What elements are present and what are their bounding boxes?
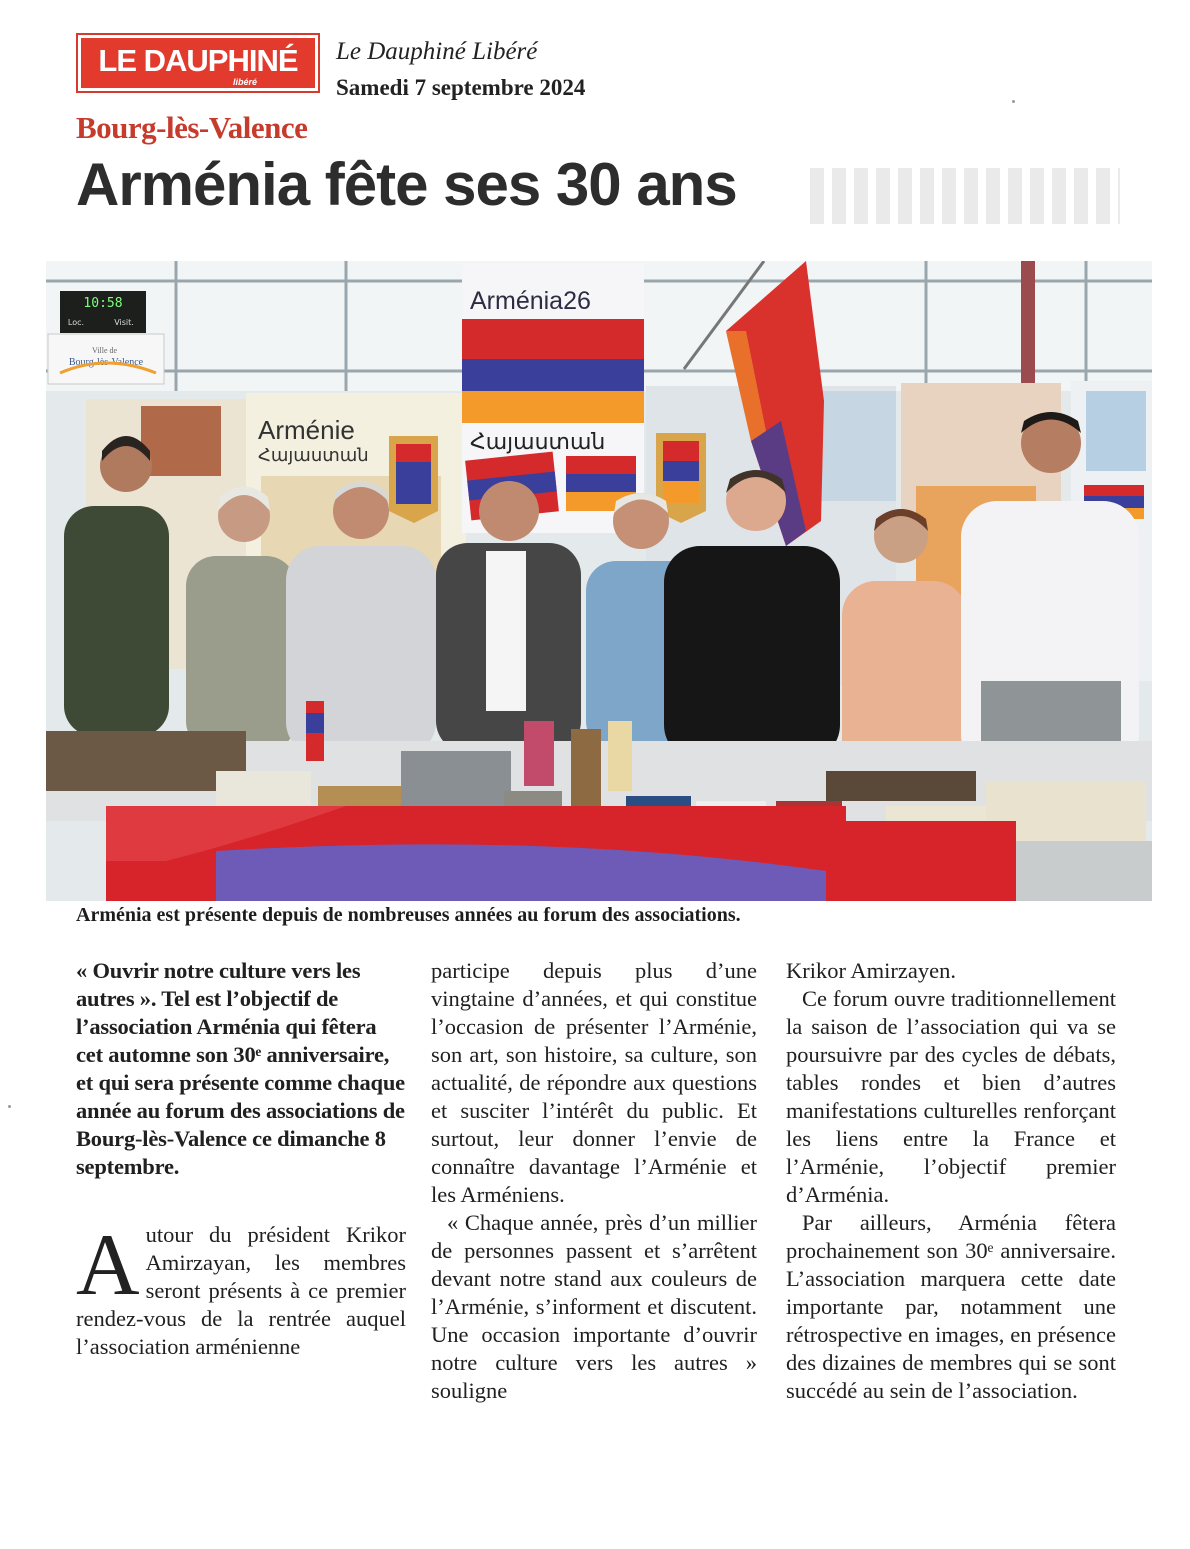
lead-paragraph: « Ouvrir notre culture vers les autres ». Tel est l’objectif de l’association Arménia qui fêtera cet automne son 30ᵉ anniversaire, et qui sera présente comme chaque année au forum des associations de Bourg-lès-Valence ce dimanche 8 septembre. (76, 958, 405, 1179)
logo-subtext: libéré (232, 77, 257, 87)
column-1 (76, 957, 406, 1361)
scan-speck (1012, 100, 1015, 103)
scoreboard (60, 291, 146, 333)
body-paragraph-6: Par ailleurs, Arménia fêtera prochainement son 30ᵉ anniversaire. L’association marquera cette date importante par, notamment une rétrospective en images, en présence des dizaines de membres qui se sont succédé au sein de l’association. (786, 1210, 1116, 1403)
newspaper-logo (76, 33, 320, 93)
poster-subtitle: Հայաստան (258, 445, 369, 466)
body-text-1: utour du président Krikor Amirzayan, les membres seront présents à ce premier rendez-vous de la rentrée auquel l’association arménienne (76, 1222, 406, 1359)
section-rubric: Bourg-lès-Valence (76, 110, 308, 145)
scoreboard-label-visit: Visit. (114, 318, 134, 327)
bleed-through-text (810, 168, 1120, 224)
body-paragraph-2: participe depuis plus d’une vingtaine d’années, et qui constitue l’occasion de présenter l’Arménie, son art, son histoire, sa culture, son actualité, de répondre aux questions et susciter l’intérêt du public. Et surtout, leur donner l’envie de connaître davantage l’Arménie et les Arméniens. (431, 958, 757, 1207)
town-sign (48, 334, 164, 384)
scan-speck (8, 1105, 11, 1108)
photo-illustration (46, 261, 1152, 901)
paper-name: Le Dauphiné Libéré (336, 38, 538, 65)
article-photo (46, 261, 1152, 901)
town-sign-text: Bourg-lès-Valence (68, 357, 144, 368)
headline: Arménia fête ses 30 ans (76, 151, 737, 218)
scoreboard-label-home: Loc. (67, 318, 85, 327)
banner-text: Arménia26 (470, 287, 591, 315)
body-paragraph-3: « Chaque année, près d’un millier de personnes passent et s’arrêtent devant notre stand aux couleurs de l’Arménie, s’informent et discutent. Une occasion importante d’ouvrir notre culture vers les autres » souligne (431, 1210, 757, 1403)
photo-caption: Arménia est présente depuis de nombreuses années au forum des associations. (76, 904, 741, 926)
column-2 (431, 957, 757, 1405)
logo-wordmark (81, 38, 315, 88)
town-sign-top: Ville de (92, 346, 118, 355)
poster-title: Arménie (258, 415, 355, 445)
body-paragraph-1 (76, 1217, 406, 1361)
publication-date: Samedi 7 septembre 2024 (336, 75, 586, 100)
logo-text: LE DAUPHINÉ (98, 43, 298, 78)
column-3 (786, 957, 1116, 1405)
banner-subtitle: Հայաստան (470, 430, 606, 455)
body-paragraph-5: Ce forum ouvre traditionnellement la saison de l’association qui va se poursuivre par des cycles de débats, tables rondes et bien d’autres manifestations culturelles renforçant les liens entre la France et l’Arménie, l’objectif premier d’Arménia. (786, 986, 1116, 1207)
scoreboard-time: 10:58 (83, 296, 123, 311)
dropcap: A (76, 1217, 140, 1314)
body-paragraph-4: Krikor Amirzayen. (786, 958, 956, 983)
